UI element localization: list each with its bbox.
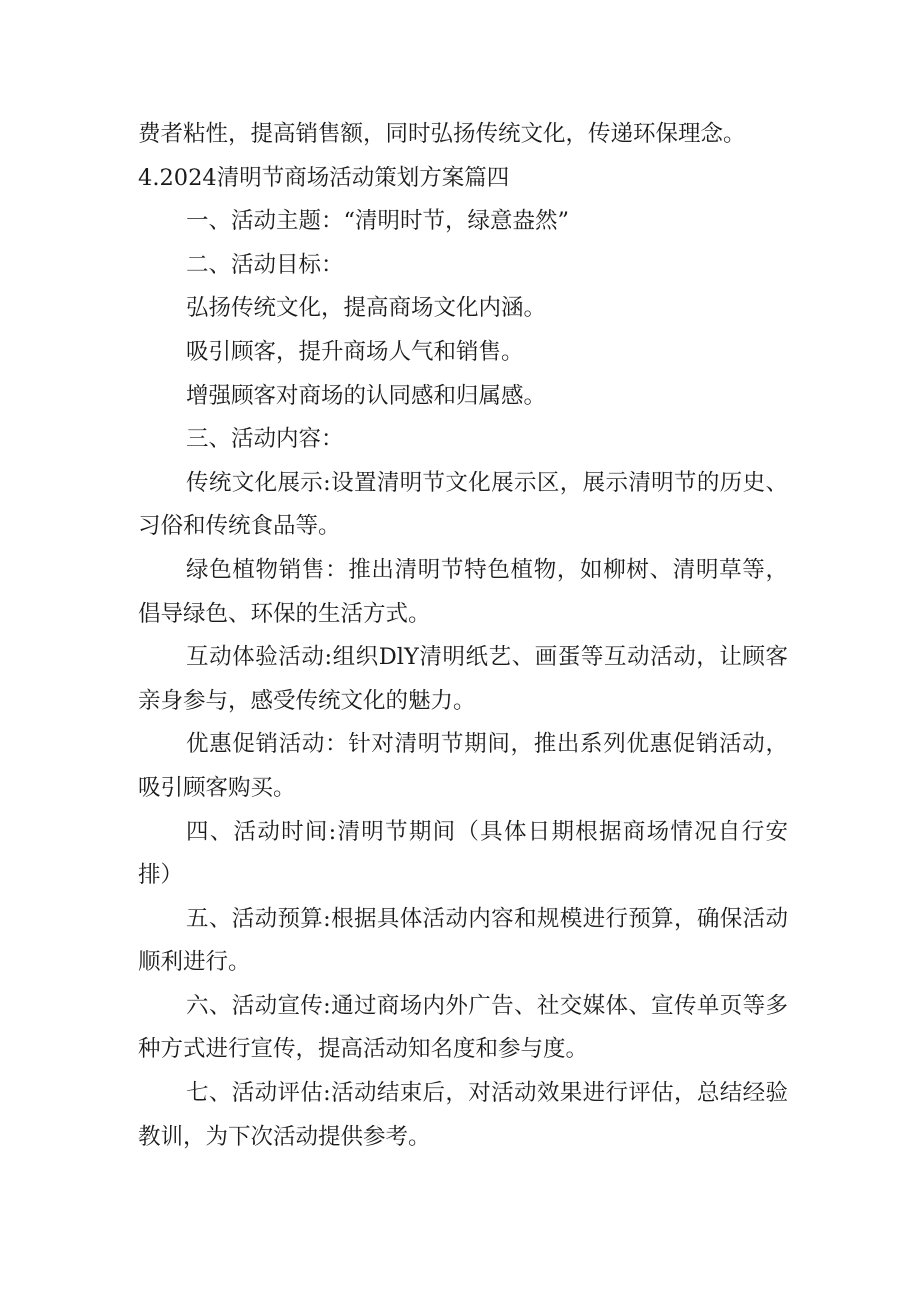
activity-budget: 五、活动预算:根据具体活动内容和规模进行预算，确保活动顺利进行。 xyxy=(138,905,788,976)
activity-theme: 一、活动主题：“清明时节，绿意盎然” xyxy=(186,208,570,235)
activity-evaluation: 七、活动评估:活动结束后，对活动效果进行评估，总结经验教训，为下次活动提供参考。 xyxy=(138,1080,788,1150)
content-item: 优惠促销活动：针对清明节期间，推出系列优惠促销活动，吸引顾客购买。 xyxy=(138,731,788,801)
activity-content-heading: 三、活动内容： xyxy=(186,426,344,453)
activity-promotion: 六、活动宣传:通过商场内外广告、社交媒体、宣传单页等多种方式进行宣传，提高活动知名度和参与度。 xyxy=(138,992,788,1063)
paragraph-continuation: 费者粘性，提高销售额，同时弘扬传统文化，传递环保理念。 xyxy=(138,121,746,147)
content-item: 绿色植物销售：推出清明节特色植物，如柳树、清明草等，倡导绿色、环保的生活方式。 xyxy=(138,556,788,627)
activity-goals-heading: 二、活动目标： xyxy=(186,251,344,278)
goal-item: 弘扬传统文化，提高商场文化内涵。 xyxy=(186,295,547,322)
activity-time: 四、活动时间:清明节期间（具体日期根据商场情况自行安排） xyxy=(138,818,788,889)
content-item: 传统文化展示:设置清明节文化展示区，展示清明节的历史、习俗和传统食品等。 xyxy=(138,469,788,540)
content-item: 互动体验活动:组织DlY清明纸艺、画蛋等互动活动，让顾客亲身参与，感受传统文化的魅力。 xyxy=(138,644,788,714)
goal-item: 吸引顾客，提升商场人气和销售。 xyxy=(186,338,524,365)
goal-item: 增强顾客对商场的认同感和归属感。 xyxy=(186,382,547,409)
section-heading: 4.2024清明节商场活动策划方案篇四 xyxy=(138,164,510,191)
document-body xyxy=(138,113,788,1159)
